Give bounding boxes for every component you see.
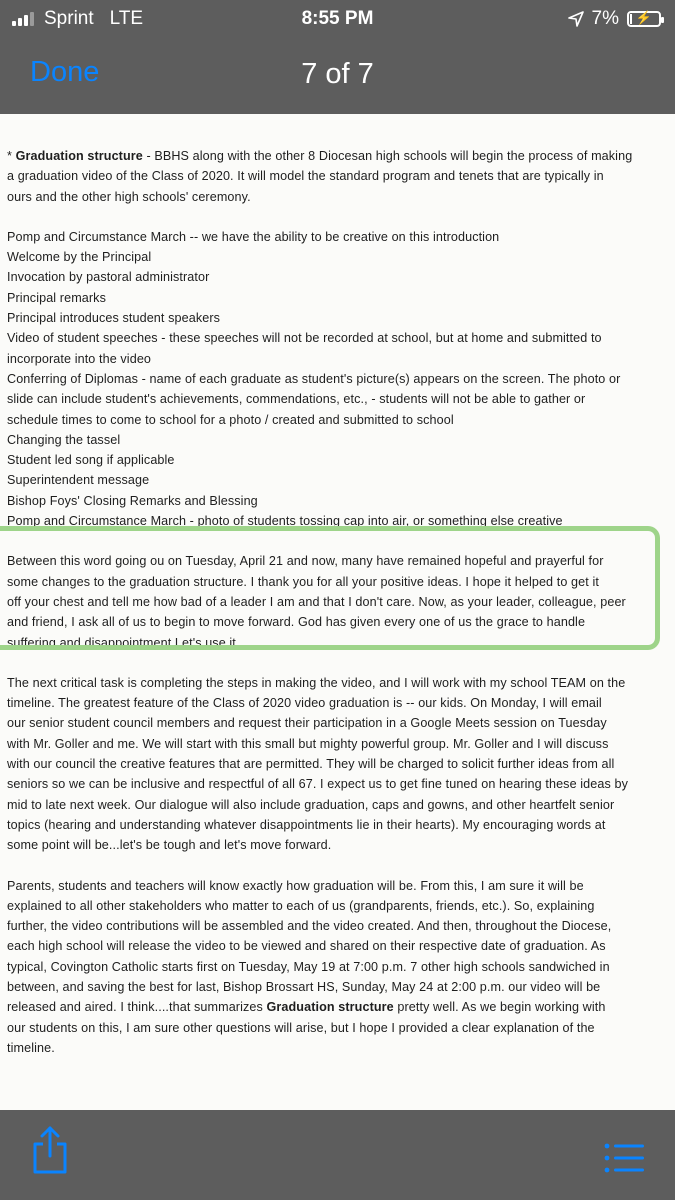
document-line: seniors so we can be inclusive and respectful of all 67. I expect us to get fine tuned on hearing these ideas by bbox=[7, 777, 628, 792]
paragraph-gap bbox=[7, 653, 662, 673]
document-line: each high school will release the video to be viewed and shared on their respective date of graduation. As bbox=[7, 939, 606, 954]
document-line: Superintendent message bbox=[7, 473, 150, 488]
document-line: between, and saving the best for last, Bishop Brossart HS, Sunday, May 24 at 2:00 p.m. our video will be bbox=[7, 979, 601, 994]
document-line: Invocation by pastoral administrator bbox=[7, 270, 210, 285]
document-line: suffering and disappointment Let's use it. bbox=[7, 635, 240, 650]
document-line: with Mr. Goller and me. We will start with this small but mighty powerful group. Mr. Goller and I will discuss bbox=[7, 736, 609, 751]
document-line: our students on this, I am sure other questions will arise, but I hope I provided a clear explanation of the bbox=[7, 1020, 595, 1035]
document-line: Parents, students and teachers will know exactly how graduation will be. From this, I am sure it will be bbox=[7, 878, 584, 893]
document-line: released and aired. I think....that summarizes Graduation structure pretty well. As we begin working with bbox=[7, 1000, 606, 1015]
top-bar bbox=[0, 0, 675, 114]
battery-percent: 7% bbox=[591, 8, 619, 29]
document-line: incorporate into the video bbox=[7, 351, 152, 366]
document-line: some changes to the graduation structure. I thank you for all your positive ideas. I hope it helped to get it bbox=[7, 574, 599, 589]
nav-bar bbox=[0, 52, 675, 100]
battery-icon bbox=[627, 11, 661, 27]
document-line: timeline. bbox=[7, 1040, 55, 1055]
document-line: schedule times to come to school for a photo / created and submitted to school bbox=[7, 412, 454, 427]
document-line: a graduation video of the Class of 2020. It will model the standard program and tenets that are typically in bbox=[7, 169, 604, 184]
document-line: off your chest and tell me how bad of a leader I am and that I don't care. Now, as your leader, colleague, peer bbox=[7, 594, 626, 609]
share-icon[interactable] bbox=[28, 1124, 72, 1176]
document-line: our senior student council members and request their participation in a Google Meets session on Tuesday bbox=[7, 716, 607, 731]
document-line: explained to all other stakeholders who matter to each of us (grandparents, friends, etc.). So, explaining bbox=[7, 898, 595, 913]
document-line: Video of student speeches - these speeches will not be recorded at school, but at home and submitted to bbox=[7, 331, 602, 346]
document-line: Changing the tassel bbox=[7, 432, 121, 447]
document-line: further, the video contributions will be assembled and the video created. And then, throughout the Diocese, bbox=[7, 919, 612, 934]
paragraph-gap bbox=[7, 207, 662, 227]
document-line: with our council the creative features that are permitted. They will be charged to solicit further ideas from all bbox=[7, 757, 615, 772]
document-text bbox=[7, 146, 662, 1058]
document-line: some point will be...let's be tough and let's move forward. bbox=[7, 838, 332, 853]
document-line: Between this word going ou on Tuesday, April 21 and now, many have remained hopeful and prayerful for bbox=[7, 554, 604, 569]
carrier-name: Sprint bbox=[44, 8, 94, 29]
list-icon[interactable] bbox=[604, 1142, 644, 1174]
document-line: typical, Covington Catholic starts first on Tuesday, May 19 at 7:00 p.m. 7 other high schools sandwiched in bbox=[7, 959, 610, 974]
document-line: * Graduation structure - BBHS along with the other 8 Diocesan high schools will begin the process of making bbox=[7, 149, 633, 163]
document-line: Student led song if applicable bbox=[7, 453, 175, 468]
document-line: Principal introduces student speakers bbox=[7, 311, 221, 326]
document-line: timeline. The greatest feature of the Class of 2020 video graduation is -- our kids. On Monday, I will email bbox=[7, 696, 602, 711]
document-line: Conferring of Diplomas - name of each graduate as student's picture(s) appears on the screen. The photo or bbox=[7, 371, 621, 386]
document-line: mid to late next week. Our dialogue will also include graduation, caps and gowns, and other heartfelt senior bbox=[7, 797, 615, 812]
charging-bolt-icon: ⚡ bbox=[635, 10, 653, 25]
location-arrow-icon bbox=[568, 11, 584, 27]
document-page-image[interactable] bbox=[0, 114, 675, 1110]
network-type: LTE bbox=[109, 8, 144, 29]
paragraph-gap bbox=[7, 531, 662, 551]
document-line: Welcome by the Principal bbox=[7, 250, 152, 265]
page-indicator: 7 of 7 bbox=[301, 58, 374, 90]
document-line: and friend, I ask all of us to begin to move forward. God has given every one of us the grace to handle bbox=[7, 615, 586, 630]
done-button[interactable]: Done bbox=[30, 56, 100, 88]
document-line: slide can include student's achievements, commendations, etc., - students will not be able to gather or bbox=[7, 392, 586, 407]
document-line: Principal remarks bbox=[7, 290, 106, 305]
document-line: Pomp and Circumstance March -- we have the ability to be creative on this introduction bbox=[7, 229, 500, 244]
bottom-toolbar bbox=[0, 1110, 675, 1200]
document-line: The next critical task is completing the steps in making the video, and I will work with my school TEAM on the bbox=[7, 675, 626, 690]
document-line: Bishop Foys' Closing Remarks and Blessing bbox=[7, 493, 258, 508]
document-line: ours and the other high schools' ceremony. bbox=[7, 189, 251, 204]
status-bar bbox=[0, 0, 675, 38]
status-time: 8:55 PM bbox=[301, 8, 374, 29]
status-right bbox=[568, 8, 661, 30]
document-line: topics (hearing and understanding whatever disappointments lie in their hearts). My encouraging words at bbox=[7, 817, 606, 832]
paragraph-gap bbox=[7, 856, 662, 876]
document-line: Pomp and Circumstance March - photo of students tossing cap into air, or something else creative bbox=[7, 514, 563, 529]
